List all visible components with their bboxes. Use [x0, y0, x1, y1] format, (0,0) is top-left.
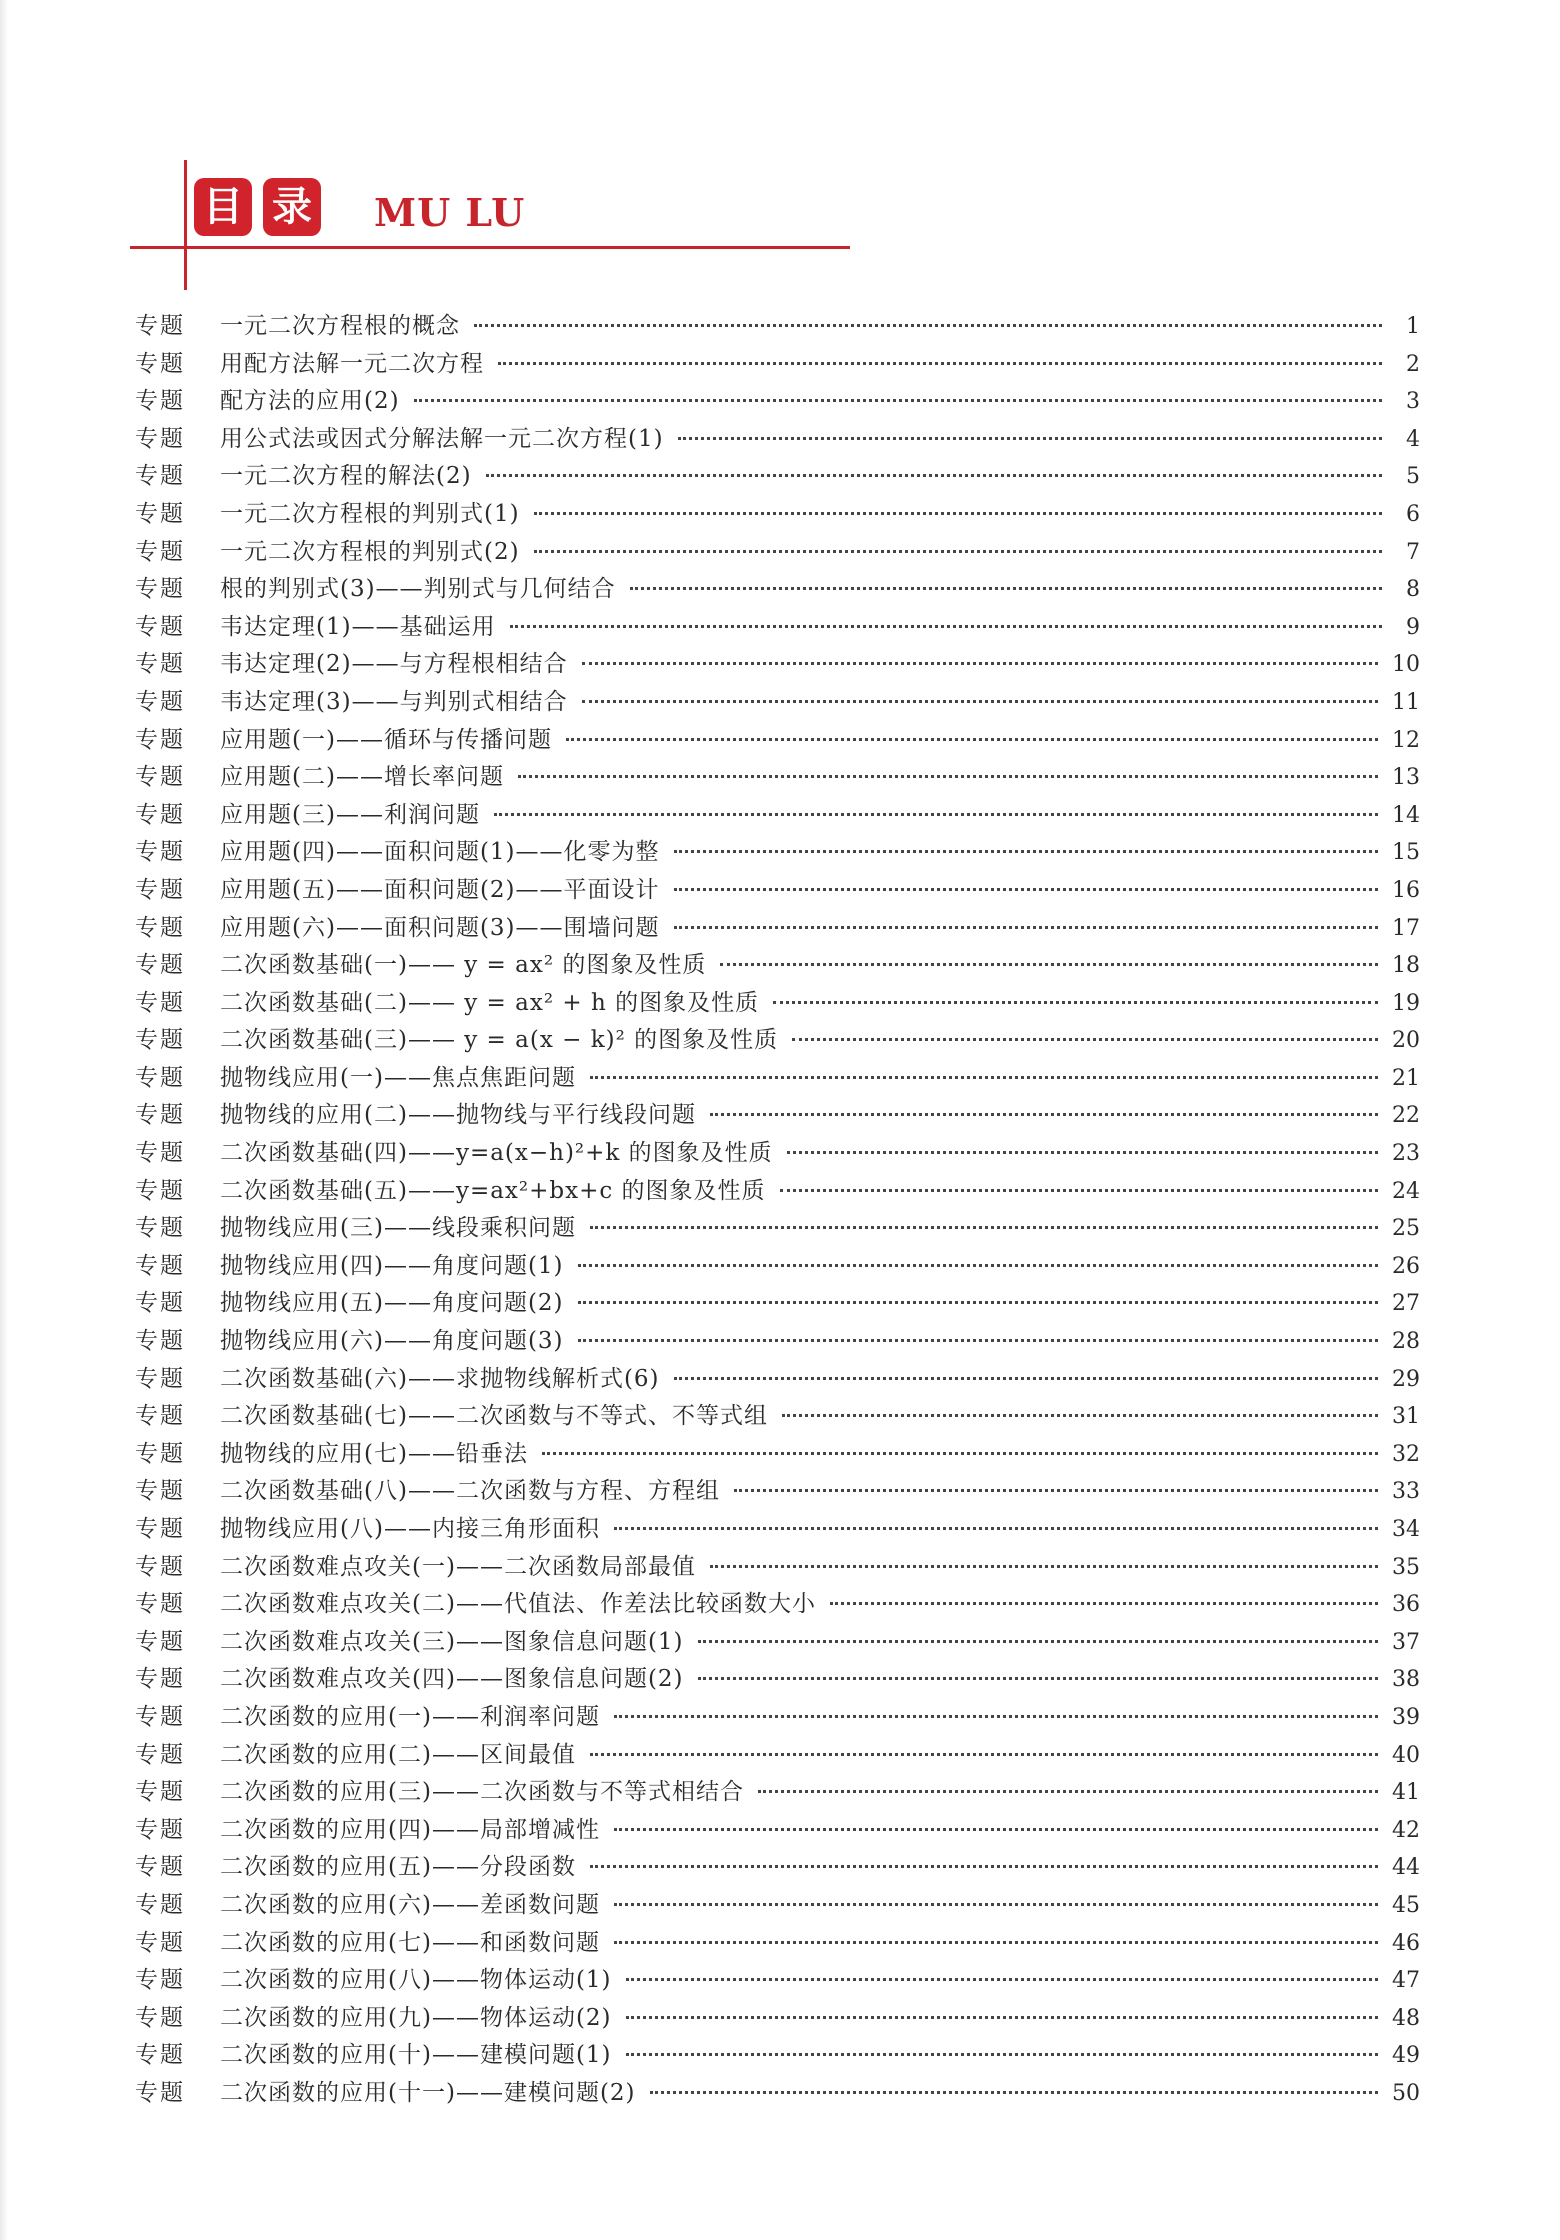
- toc-dot-leader: [698, 1677, 1378, 1680]
- toc-dot-leader: [614, 1527, 1378, 1530]
- toc-entry-label: 专题: [135, 1553, 185, 1580]
- toc-dot-leader: [787, 1151, 1378, 1154]
- toc-entry[interactable]: [135, 1322, 1420, 1360]
- toc-entry-title: 二次函数基础(四)——y=a(x−h)²+k 的图象及性质: [220, 1140, 773, 1167]
- toc-entry[interactable]: [135, 1773, 1420, 1811]
- toc-entry[interactable]: [135, 1811, 1420, 1849]
- toc-entry-title: 二次函数的应用(六)——差函数问题: [220, 1891, 600, 1918]
- toc-dot-leader: [650, 2091, 1378, 2094]
- toc-entry-page-number: 37: [1392, 1629, 1420, 1655]
- toc-entry-page-number: 36: [1392, 1592, 1420, 1618]
- toc-entry-page-number: 9: [1406, 614, 1420, 640]
- toc-entry[interactable]: [135, 1736, 1420, 1774]
- toc-entry-page-number: 42: [1392, 1817, 1420, 1843]
- toc-entry-title: 用配方法解一元二次方程: [220, 350, 484, 377]
- title-pinyin: MU LU: [374, 190, 526, 235]
- toc-entry-label: 专题: [135, 538, 185, 565]
- toc-entry-label: 专题: [135, 651, 185, 678]
- toc-entry-label: 专题: [135, 1328, 185, 1355]
- header-rule-horizontal: [130, 246, 850, 249]
- toc-entry[interactable]: [135, 345, 1420, 383]
- toc-dot-leader: [614, 1715, 1378, 1718]
- toc-dot-leader: [590, 1753, 1378, 1756]
- toc-dot-leader: [590, 1865, 1378, 1868]
- toc-entry-label: 专题: [135, 576, 185, 603]
- toc-entry-title: 二次函数难点攻关(二)——代值法、作差法比较函数大小: [220, 1591, 816, 1618]
- toc-entry-label: 专题: [135, 876, 185, 903]
- toc-entry-label: 专题: [135, 952, 185, 979]
- toc-entry[interactable]: [135, 1435, 1420, 1473]
- toc-entry-label: 专题: [135, 425, 185, 452]
- toc-entry-title: 二次函数基础(三)—— y = a(x − k)² 的图象及性质: [220, 1027, 779, 1054]
- toc-dot-leader: [734, 1489, 1378, 1492]
- toc-dot-leader: [582, 662, 1378, 665]
- toc-header: [130, 150, 860, 290]
- title-char-mu: 目: [194, 178, 252, 236]
- toc-dot-leader: [674, 888, 1378, 891]
- toc-entry[interactable]: [135, 1472, 1420, 1510]
- toc-entry-page-number: 6: [1406, 501, 1420, 527]
- toc-entry-page-number: 45: [1392, 1892, 1420, 1918]
- toc-entry-page-number: 24: [1392, 1178, 1420, 1204]
- toc-entry-page-number: 10: [1392, 652, 1420, 678]
- toc-dot-leader: [498, 362, 1382, 365]
- toc-entry-page-number: 40: [1392, 1742, 1420, 1768]
- toc-entry[interactable]: [135, 1209, 1420, 1247]
- toc-dot-leader: [566, 738, 1378, 741]
- toc-dot-leader: [626, 2053, 1378, 2056]
- toc-dot-leader: [674, 850, 1378, 853]
- toc-entry-page-number: 31: [1392, 1404, 1420, 1430]
- toc-entry-label: 专题: [135, 1215, 185, 1242]
- toc-entry[interactable]: [135, 1134, 1420, 1172]
- toc-entry[interactable]: [135, 833, 1420, 871]
- toc-entry-label: 专题: [135, 463, 185, 490]
- toc-entry-label: 专题: [135, 1591, 185, 1618]
- toc-entry-title: 二次函数的应用(十)——建模问题(1): [220, 2042, 612, 2069]
- toc-entry-title: 抛物线应用(五)——角度问题(2): [220, 1290, 564, 1317]
- toc-entry-label: 专题: [135, 1628, 185, 1655]
- toc-entry-title: 应用题(五)——面积问题(2)——平面设计: [220, 876, 660, 903]
- toc-entry[interactable]: [135, 909, 1420, 947]
- toc-entry-page-number: 12: [1392, 727, 1420, 753]
- toc-entry-page-number: 48: [1392, 2005, 1420, 2031]
- toc-entry-page-number: 29: [1392, 1366, 1420, 1392]
- toc-entry-label: 专题: [135, 1440, 185, 1467]
- toc-dot-leader: [630, 587, 1382, 590]
- toc-entry-title: 抛物线应用(一)——焦点焦距问题: [220, 1064, 576, 1091]
- toc-entry[interactable]: [135, 1848, 1420, 1886]
- toc-entry-label: 专题: [135, 1703, 185, 1730]
- toc-entry-page-number: 35: [1392, 1554, 1420, 1580]
- toc-entry-page-number: 47: [1392, 1968, 1420, 1994]
- toc-entry-label: 专题: [135, 1064, 185, 1091]
- toc-entry-page-number: 3: [1406, 389, 1420, 415]
- toc-entry-page-number: 13: [1392, 765, 1420, 791]
- toc-entry-title: 二次函数基础(七)——二次函数与不等式、不等式组: [220, 1403, 768, 1430]
- toc-dot-leader: [773, 1001, 1378, 1004]
- toc-dot-leader: [590, 1226, 1378, 1229]
- toc-entry-label: 专题: [135, 989, 185, 1016]
- toc-entry[interactable]: [135, 1698, 1420, 1736]
- toc-entry-page-number: 19: [1392, 990, 1420, 1016]
- toc-entry-label: 专题: [135, 1929, 185, 1956]
- toc-entry[interactable]: [135, 533, 1420, 571]
- toc-entry-title: 二次函数的应用(三)——二次函数与不等式相结合: [220, 1779, 744, 1806]
- toc-entry[interactable]: [135, 1585, 1420, 1623]
- toc-entry-page-number: 44: [1392, 1855, 1420, 1881]
- toc-entry-page-number: 33: [1392, 1479, 1420, 1505]
- toc-entry-page-number: 20: [1392, 1028, 1420, 1054]
- toc-entry-title: 二次函数难点攻关(一)——二次函数局部最值: [220, 1553, 696, 1580]
- toc-entry[interactable]: [135, 683, 1420, 721]
- toc-entry-title: 应用题(三)——利润问题: [220, 801, 480, 828]
- toc-entry[interactable]: [135, 1886, 1420, 1924]
- toc-entry[interactable]: [135, 1360, 1420, 1398]
- toc-entry-title: 根的判别式(3)——判别式与几何结合: [220, 576, 616, 603]
- toc-entry-title: 二次函数基础(五)——y=ax²+bx+c 的图象及性质: [220, 1177, 766, 1204]
- toc-entry-page-number: 25: [1392, 1216, 1420, 1242]
- toc-dot-leader: [510, 625, 1382, 628]
- toc-entry[interactable]: [135, 1510, 1420, 1548]
- toc-entry-title: 二次函数基础(六)——求抛物线解析式(6): [220, 1365, 660, 1392]
- table-of-contents: [135, 307, 1420, 2112]
- toc-entry-page-number: 14: [1392, 802, 1420, 828]
- toc-entry[interactable]: [135, 721, 1420, 759]
- toc-entry-title: 用公式法或因式分解法解一元二次方程(1): [220, 425, 664, 452]
- toc-entry-label: 专题: [135, 914, 185, 941]
- toc-entry[interactable]: [135, 1999, 1420, 2037]
- toc-entry[interactable]: [135, 1284, 1420, 1322]
- toc-dot-leader: [830, 1602, 1378, 1605]
- toc-entry-title: 一元二次方程根的概念: [220, 313, 460, 339]
- toc-dot-leader: [614, 1828, 1378, 1831]
- toc-entry[interactable]: [135, 1660, 1420, 1698]
- toc-entry[interactable]: [135, 758, 1420, 796]
- toc-entry-title: 二次函数的应用(七)——和函数问题: [220, 1929, 600, 1956]
- toc-entry-label: 专题: [135, 1516, 185, 1542]
- toc-entry-label: 专题: [135, 839, 185, 866]
- toc-dot-leader: [720, 963, 1378, 966]
- toc-dot-leader: [534, 550, 1382, 553]
- toc-entry-title: 抛物线的应用(七)——铅垂法: [220, 1440, 528, 1467]
- toc-dot-leader: [542, 1452, 1378, 1455]
- toc-entry-label: 专题: [135, 1102, 185, 1129]
- toc-entry-label: 专题: [135, 1666, 185, 1693]
- toc-entry-label: 专题: [135, 688, 185, 715]
- toc-entry-label: 专题: [135, 500, 185, 527]
- toc-entry-title: 一元二次方程根的判别式(2): [220, 538, 520, 565]
- title-char-lu: 录: [263, 178, 321, 236]
- toc-dot-leader: [626, 1978, 1378, 1981]
- toc-entry-title: 二次函数基础(二)—— y = ax² + h 的图象及性质: [220, 989, 760, 1016]
- toc-dot-leader: [534, 512, 1382, 515]
- toc-entry-title: 抛物线应用(三)——线段乘积问题: [220, 1215, 576, 1242]
- toc-entry[interactable]: [135, 1059, 1420, 1097]
- toc-dot-leader: [614, 1903, 1378, 1906]
- toc-entry-label: 专题: [135, 1027, 185, 1054]
- header-rule-vertical: [184, 160, 187, 290]
- toc-entry-title: 应用题(四)——面积问题(1)——化零为整: [220, 839, 660, 866]
- toc-entry-page-number: 17: [1392, 915, 1420, 941]
- toc-entry[interactable]: [135, 307, 1420, 345]
- toc-dot-leader: [494, 813, 1378, 816]
- toc-dot-leader: [578, 1301, 1378, 1304]
- toc-entry-page-number: 15: [1392, 840, 1420, 866]
- toc-dot-leader: [486, 474, 1382, 477]
- toc-entry-title: 二次函数基础(一)—— y = ax² 的图象及性质: [220, 952, 707, 979]
- toc-entry[interactable]: [135, 1548, 1420, 1586]
- toc-entry-title: 二次函数基础(八)——二次函数与方程、方程组: [220, 1478, 720, 1505]
- toc-entry-label: 专题: [135, 1365, 185, 1392]
- toc-entry-label: 专题: [135, 1140, 185, 1167]
- toc-entry-title: 二次函数难点攻关(四)——图象信息问题(2): [220, 1666, 684, 1693]
- toc-entry-title: 一元二次方程的解法(2): [220, 463, 472, 490]
- toc-entry[interactable]: [135, 1397, 1420, 1435]
- toc-entry-page-number: 49: [1392, 2043, 1420, 2069]
- page-edge-shadow: [0, 0, 8, 2240]
- toc-entry[interactable]: [135, 1623, 1420, 1661]
- toc-entry[interactable]: [135, 1961, 1420, 1999]
- toc-entry[interactable]: [135, 1021, 1420, 1059]
- toc-entry[interactable]: [135, 796, 1420, 834]
- toc-entry-label: 专题: [135, 764, 185, 791]
- toc-entry[interactable]: [135, 645, 1420, 683]
- toc-entry-page-number: 8: [1406, 577, 1420, 603]
- toc-dot-leader: [518, 775, 1378, 778]
- toc-entry-page-number: 27: [1392, 1291, 1420, 1317]
- toc-dot-leader: [614, 1941, 1378, 1944]
- toc-dot-leader: [698, 1640, 1378, 1643]
- toc-entry-page-number: 32: [1392, 1441, 1420, 1467]
- toc-entry-page-number: 50: [1392, 2080, 1420, 2106]
- toc-entry-label: 专题: [135, 1403, 185, 1430]
- toc-entry-title: 抛物线应用(四)——角度问题(1): [220, 1252, 564, 1279]
- toc-entry-page-number: 41: [1392, 1780, 1420, 1806]
- toc-entry[interactable]: [135, 457, 1420, 495]
- toc-dot-leader: [578, 1264, 1378, 1267]
- toc-entry[interactable]: [135, 1924, 1420, 1962]
- toc-entry-label: 专题: [135, 350, 185, 377]
- toc-entry-title: 配方法的应用(2): [220, 388, 400, 415]
- toc-entry[interactable]: [135, 382, 1420, 420]
- toc-entry-label: 专题: [135, 1779, 185, 1806]
- toc-dot-leader: [758, 1790, 1378, 1793]
- toc-entry-label: 专题: [135, 1478, 185, 1505]
- toc-dot-leader: [710, 1113, 1378, 1116]
- toc-entry[interactable]: [135, 420, 1420, 458]
- toc-entry-label: 专题: [135, 1177, 185, 1204]
- toc-entry-title: 应用题(六)——面积问题(3)——围墙问题: [220, 914, 660, 941]
- toc-entry-page-number: 22: [1392, 1103, 1420, 1129]
- toc-entry-label: 专题: [135, 1854, 185, 1881]
- toc-entry-label: 专题: [135, 1290, 185, 1317]
- toc-entry-page-number: 11: [1392, 689, 1420, 715]
- toc-entry-title: 二次函数难点攻关(三)——图象信息问题(1): [220, 1628, 684, 1655]
- toc-entry-page-number: 16: [1392, 877, 1420, 903]
- toc-entry-title: 二次函数的应用(十一)——建模问题(2): [220, 2079, 636, 2106]
- toc-entry-title: 二次函数的应用(二)——区间最值: [220, 1741, 576, 1768]
- toc-dot-leader: [674, 926, 1378, 929]
- toc-entry-label: 专题: [135, 1967, 185, 1994]
- toc-entry-title: 韦达定理(3)——与判别式相结合: [220, 688, 568, 715]
- toc-entry-page-number: 46: [1392, 1930, 1420, 1956]
- toc-entry[interactable]: [135, 1096, 1420, 1134]
- toc-dot-leader: [578, 1339, 1378, 1342]
- toc-entry-title: 韦达定理(2)——与方程根相结合: [220, 651, 568, 678]
- toc-dot-leader: [414, 399, 1382, 402]
- toc-entry-title: 应用题(二)——增长率问题: [220, 764, 504, 791]
- toc-entry-title: 二次函数的应用(八)——物体运动(1): [220, 1967, 612, 1994]
- toc-entry-label: 专题: [135, 613, 185, 640]
- toc-entry-page-number: 39: [1392, 1704, 1420, 1730]
- toc-entry-page-number: 26: [1392, 1253, 1420, 1279]
- toc-entry-label: 专题: [135, 2079, 185, 2106]
- toc-entry[interactable]: [135, 608, 1420, 646]
- toc-entry-page-number: 18: [1392, 953, 1420, 979]
- toc-entry-title: 二次函数的应用(五)——分段函数: [220, 1854, 576, 1881]
- toc-entry[interactable]: [135, 946, 1420, 984]
- toc-entry-title: 应用题(一)——循环与传播问题: [220, 726, 552, 753]
- toc-dot-leader: [590, 1076, 1378, 1079]
- toc-entry[interactable]: [135, 1247, 1420, 1285]
- toc-entry-label: 专题: [135, 1816, 185, 1843]
- toc-entry-page-number: 34: [1392, 1517, 1420, 1542]
- toc-entry-label: 专题: [135, 388, 185, 415]
- toc-entry[interactable]: [135, 570, 1420, 608]
- toc-entry-page-number: 5: [1406, 464, 1420, 490]
- toc-entry-title: 抛物线的应用(二)——抛物线与平行线段问题: [220, 1102, 696, 1129]
- toc-entry-label: 专题: [135, 2004, 185, 2031]
- toc-entry[interactable]: [135, 2074, 1420, 2112]
- toc-entry[interactable]: [135, 984, 1420, 1022]
- toc-entry-title: 抛物线应用(六)——角度问题(3): [220, 1328, 564, 1355]
- toc-dot-leader: [782, 1414, 1378, 1417]
- toc-dot-leader: [678, 437, 1382, 440]
- toc-entry-page-number: 7: [1406, 539, 1420, 565]
- toc-entry-label: 专题: [135, 1741, 185, 1768]
- toc-dot-leader: [792, 1038, 1378, 1041]
- toc-entry-page-number: 2: [1406, 351, 1420, 377]
- toc-entry-page-number: 21: [1392, 1065, 1420, 1091]
- toc-entry[interactable]: [135, 2036, 1420, 2074]
- toc-entry-label: 专题: [135, 2042, 185, 2069]
- toc-dot-leader: [674, 1377, 1378, 1380]
- toc-entry-page-number: 38: [1392, 1667, 1420, 1693]
- toc-dot-leader: [710, 1565, 1378, 1568]
- toc-entry-title: 一元二次方程根的判别式(1): [220, 500, 520, 527]
- toc-entry-page-number: 28: [1392, 1329, 1420, 1355]
- toc-entry-title: 二次函数的应用(四)——局部增减性: [220, 1816, 600, 1843]
- toc-dot-leader: [582, 700, 1378, 703]
- toc-entry-page-number: 4: [1406, 426, 1420, 452]
- toc-entry-title: 二次函数的应用(一)——利润率问题: [220, 1703, 600, 1730]
- toc-dot-leader: [474, 324, 1382, 327]
- toc-entry-page-number: 1: [1406, 314, 1420, 339]
- toc-entry[interactable]: [135, 1172, 1420, 1210]
- toc-entry[interactable]: [135, 495, 1420, 533]
- toc-entry-title: 韦达定理(1)——基础运用: [220, 613, 496, 640]
- toc-dot-leader: [780, 1189, 1378, 1192]
- toc-entry-label: 专题: [135, 1891, 185, 1918]
- toc-entry-label: 专题: [135, 1252, 185, 1279]
- toc-entry-title: 抛物线应用(八)——内接三角形面积: [220, 1516, 600, 1542]
- toc-entry-title: 二次函数的应用(九)——物体运动(2): [220, 2004, 612, 2031]
- toc-entry[interactable]: [135, 871, 1420, 909]
- toc-dot-leader: [626, 2016, 1378, 2019]
- toc-entry-label: 专题: [135, 313, 185, 339]
- toc-entry-label: 专题: [135, 801, 185, 828]
- toc-entry-label: 专题: [135, 726, 185, 753]
- toc-entry-page-number: 23: [1392, 1141, 1420, 1167]
